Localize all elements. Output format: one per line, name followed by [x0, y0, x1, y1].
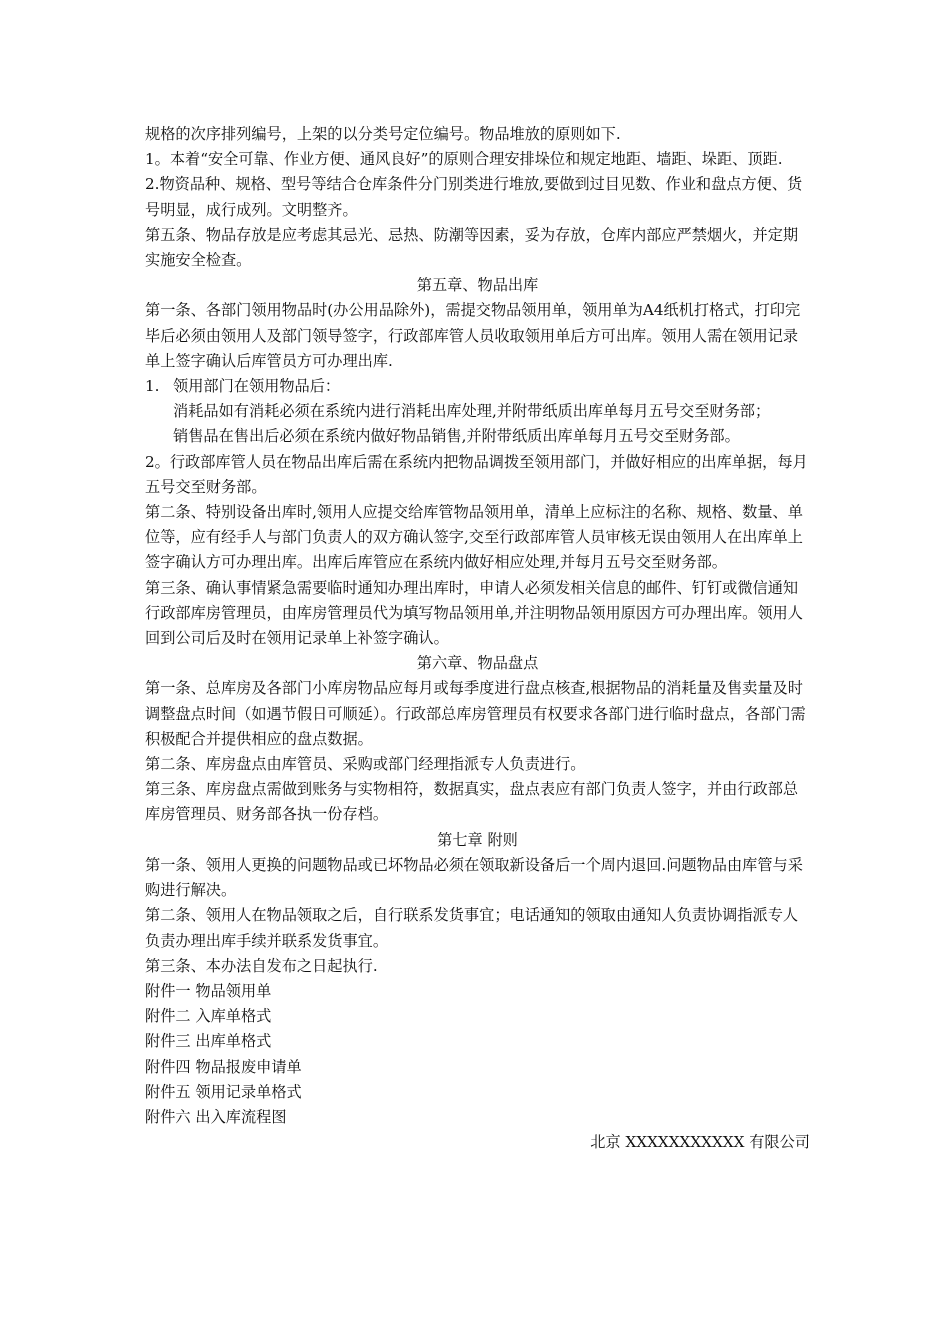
paragraph: 第一条、各部门领用物品时(办公用品除外)，需提交物品领用单，领用单为A4纸机打格式，打印完毕后必须由领用人及部门领导签字，行政部库管人员收取领用单后方可出库。领用人需在领用记录单上签字确认后库管员方可办理出库. [145, 301, 801, 370]
paragraph: 第三条、库房盘点需做到账务与实物相符，数据真实，盘点表应有部门负责人签字，并由行政部总库房管理员、财务部各执一份存档。 [145, 780, 799, 824]
paragraph: 第二条、特别设备出库时,领用人应提交给库管物品领用单，清单上应标注的名称、规格、数量、单位等，应有经手人与部门负责人的双方确认签字,交至行政部库管人员审核无误由领用人在出库单上签字确认方可办理出库。出库后库管应在系统内做好相应处理,并每月五号交至财务部。 [145, 503, 803, 572]
attachment-item: 附件六 出入库流程图 [145, 1107, 287, 1126]
paragraph: 第二条、领用人在物品领取之后，自行联系发货事宜；电话通知的领取由通知人负责协调指派专人负责办理出库手续并联系发货事宜。 [145, 906, 799, 950]
attachment-item: 附件一 物品领用单 [145, 981, 272, 1000]
attachment-item: 附件二 入库单格式 [145, 1007, 272, 1026]
paragraph: 规格的次序排列编号，上架的以分类号定位编号。物品堆放的原则如下. [145, 125, 621, 143]
paragraph: 2。行政部库管人员在物品出库后需在系统内把物品调拨至领用部门，并做好相应的出库单据，每月五号交至财务部。 [145, 452, 808, 496]
chapter-heading-7: 第七章 附则 [437, 830, 518, 849]
paragraph: 第三条、本办法自发布之日起执行. [145, 956, 378, 975]
paragraph: 第二条、库房盘点由库管员、采购或部门经理指派专人负责进行。 [145, 755, 586, 774]
paragraph: 第一条、领用人更换的问题物品或已坏物品必须在领取新设备后一个周内退回.问题物品由库管与采购进行解决。 [145, 855, 803, 900]
company-signature: 北京 XXXXXXXXXXX 有限公司 [590, 1133, 810, 1152]
chapter-heading-6: 第六章、物品盘点 [416, 654, 539, 673]
paragraph: 第五条、物品存放是应考虑其忌光、忌热、防潮等因素，妥为存放，仓库内部应严禁烟火，并定期实施安全检查。 [145, 225, 799, 270]
paragraph: 第三条、确认事情紧急需要临时通知办理出库时，申请人必须发相关信息的邮件、钉钉或微信通知行政部库房管理员，由库房管理员代为填写物品领用单,并注明物品领用原因方可办理出库。领用人回到公司后及时在领用记录单上补签字确认。 [145, 578, 803, 648]
sub-paragraph: 消耗品如有消耗必须在系统内进行消耗出库处理,并附带纸质出库单每月五号交至财务部； [173, 402, 771, 421]
document-page [145, 122, 810, 1155]
list-item-text: 领用部门在领用物品后： [173, 377, 341, 396]
sub-paragraph: 销售品在售出后必须在系统内做好物品销售,并附带纸质出库单每月五号交至财务部。 [173, 427, 740, 446]
attachment-item: 附件四 物品报废申请单 [145, 1057, 302, 1076]
paragraph: 1。本着“安全可靠、作业方便、通风良好”的原则合理安排垛位和规定地距、墙距、垛距、顶距. [145, 150, 783, 169]
list-item [145, 374, 810, 399]
chapter-heading-5: 第五章、物品出库 [416, 276, 539, 295]
paragraph: 第一条、总库房及各部门小库房物品应每月或每季度进行盘点核查,根据物品的消耗量及售卖量及时调整盘点时间（如遇节假日可顺延）。行政部总库房管理员有权要求各部门进行临时盘点，各部门需积极配合并提供相应的盘点数据。 [145, 679, 806, 748]
paragraph: 2.物资品种、规格、型号等结合仓库条件分门别类进行堆放,要做到过目见数、作业和盘点方便、货号明显，成行成列。文明整齐。 [145, 175, 803, 219]
attachment-item: 附件三 出库单格式 [145, 1032, 272, 1051]
list-item-number: 1. [145, 377, 160, 396]
attachment-item: 附件五 领用记录单格式 [145, 1082, 302, 1101]
